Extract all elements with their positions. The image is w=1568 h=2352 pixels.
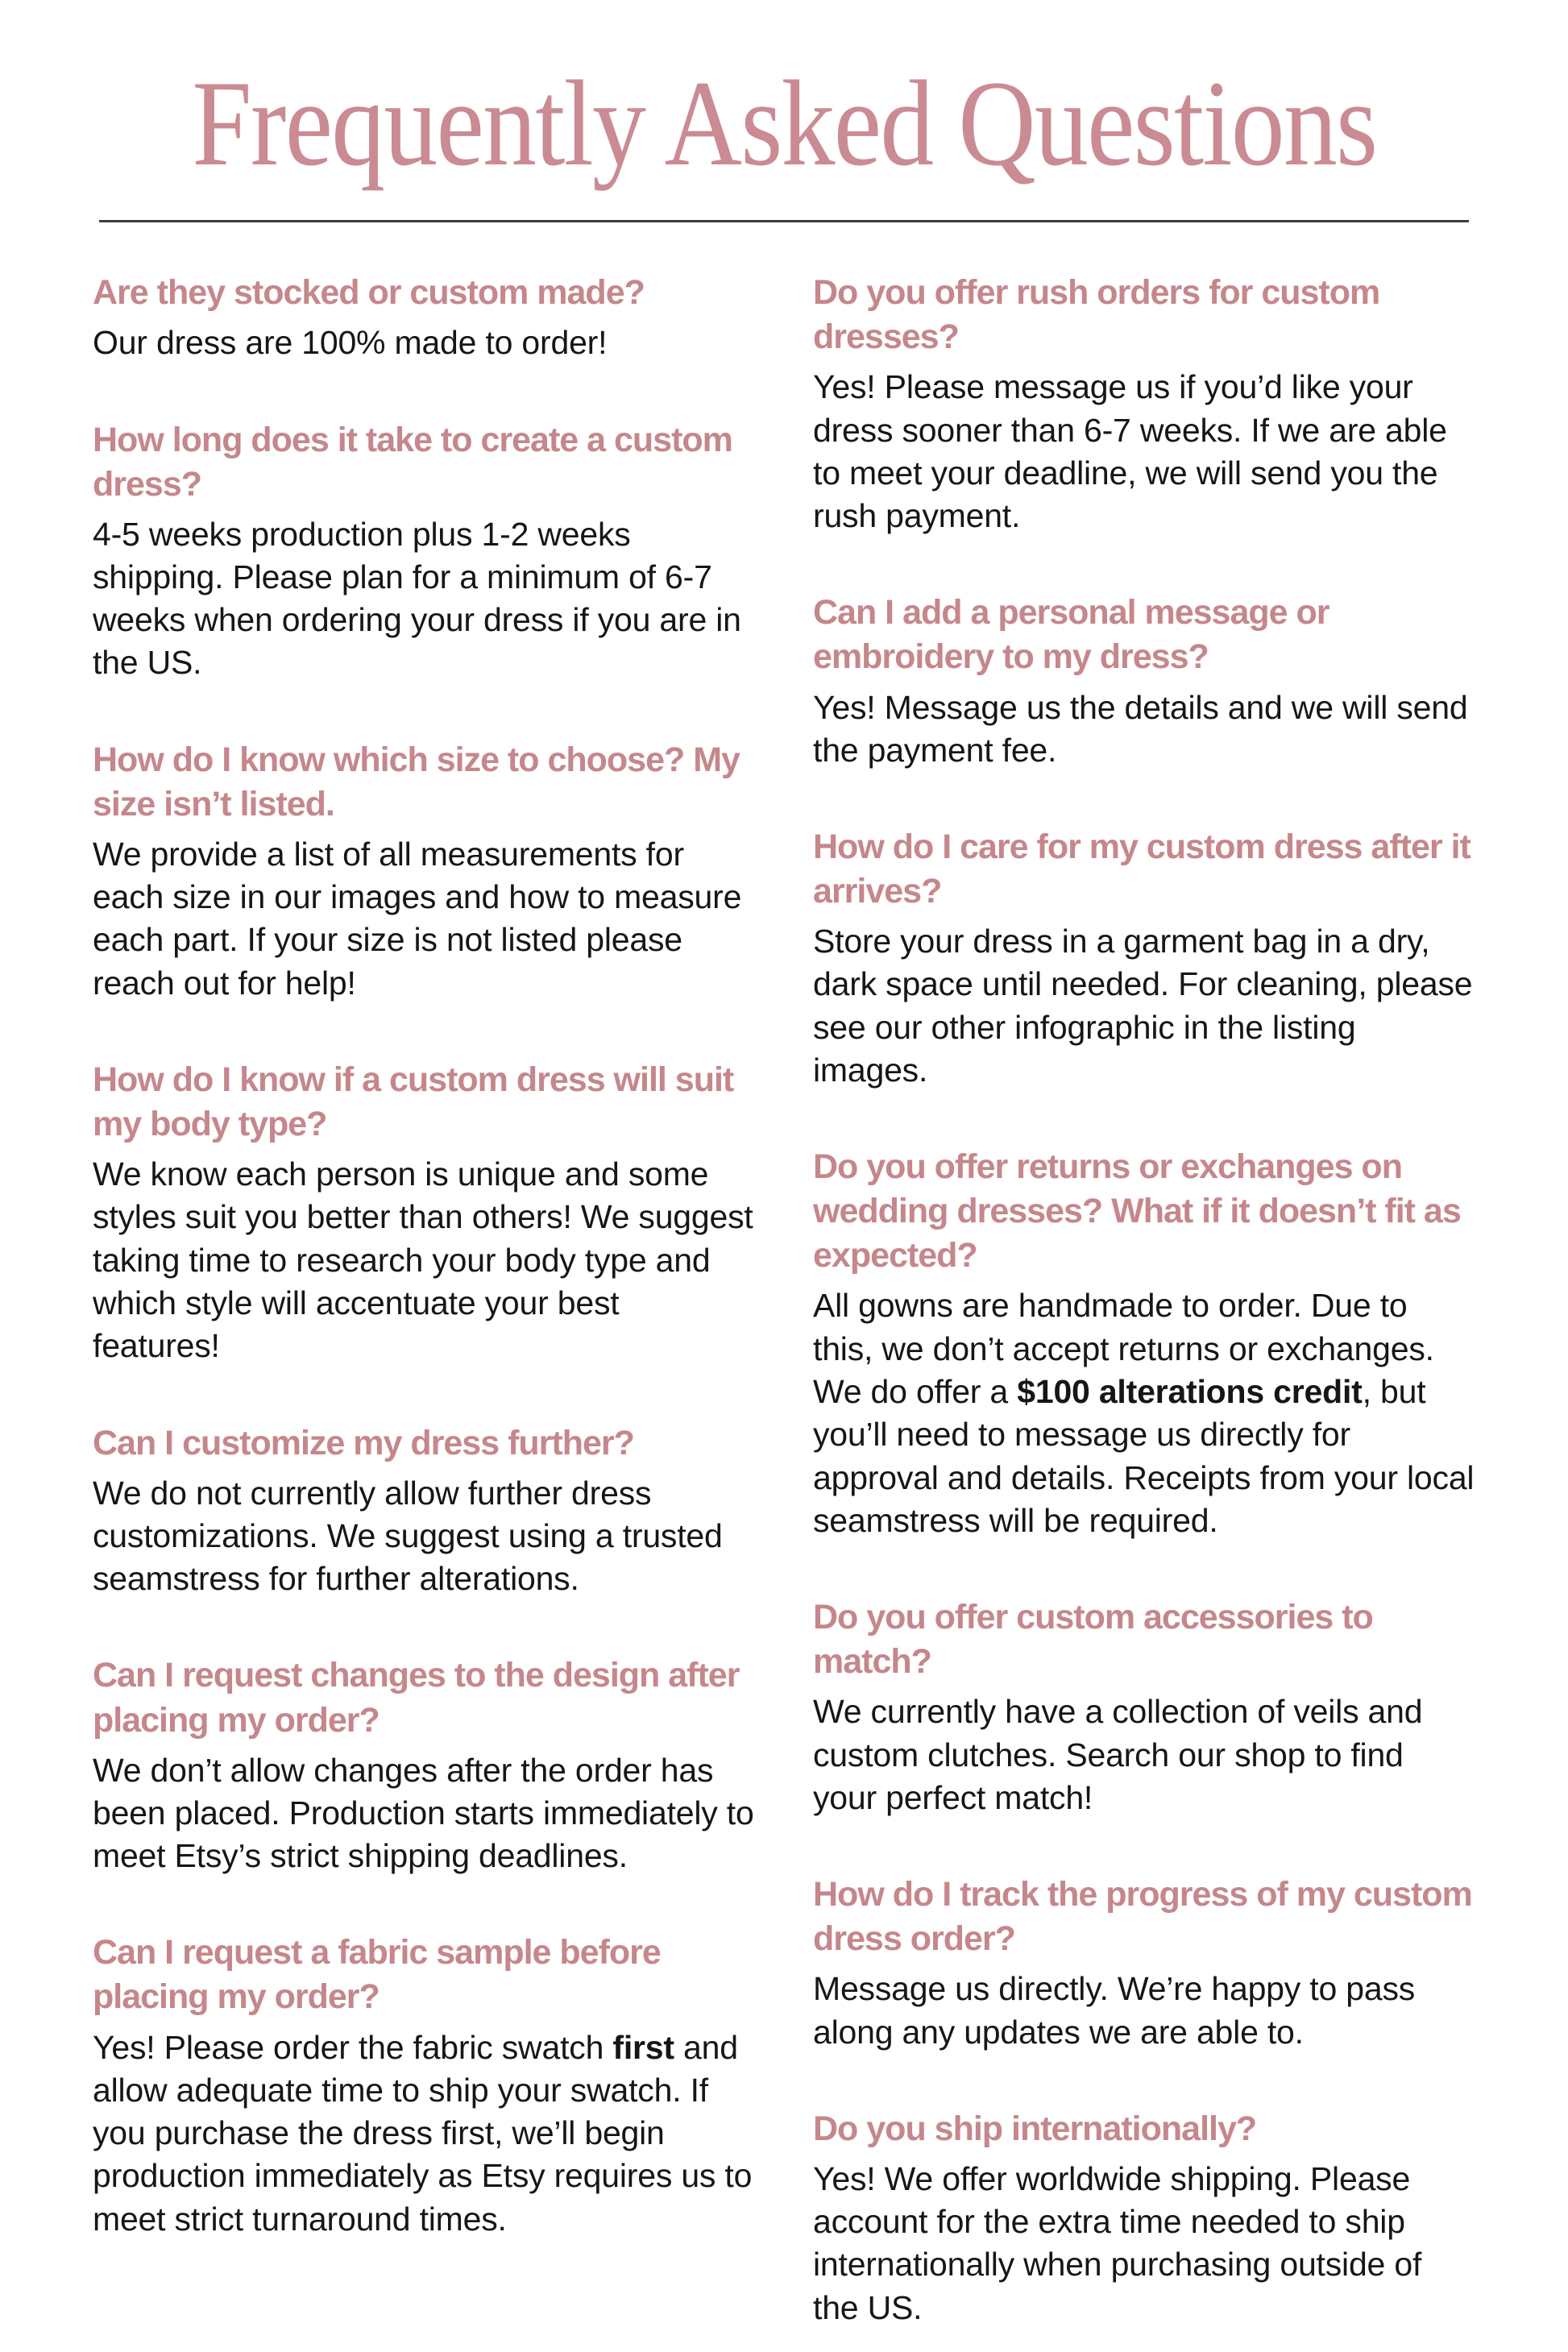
faq-answer: We provide a list of all measurements for each size in our images and how to measure each part. If your size is not listed please reach out for help! <box>93 835 742 1002</box>
title-divider <box>99 220 1469 222</box>
faq-question: Can I add a personal message or embroidery to my dress? <box>813 593 1329 677</box>
faq-question: How do I know which size to choose? My size isn’t listed. <box>93 740 740 823</box>
faq-answer: All gowns are handmade to order. Due to this, we don’t accept returns or exchanges. We do offer a $100 alterations credit, but you’ll need to message us directly for approval and details. Receipts from your local seamstress will be required. <box>813 1287 1475 1539</box>
faq-question: How long does it take to create a custom dress? <box>93 420 732 504</box>
faq-item <box>93 1931 755 2241</box>
faq-answer: We currently have a collection of veils and custom clutches. Search our shop to find your perfect match! <box>813 1693 1423 1816</box>
page-title: Frequently Asked Questions <box>191 56 1377 191</box>
faq-item <box>813 271 1475 537</box>
faq-item <box>93 1653 755 1877</box>
faq-answer-bold: $100 alterations credit <box>1017 1373 1363 1411</box>
title-wrap <box>93 56 1475 191</box>
faq-item <box>93 1421 755 1601</box>
faq-answer-bold: first <box>612 2028 674 2066</box>
faq-item <box>813 591 1475 772</box>
faq-question: How do I track the progress of my custom dress order? <box>813 1875 1472 1959</box>
faq-question: Can I request changes to the design after placing my order? <box>93 1656 740 1740</box>
faq-question: Are they stocked or custom made? <box>93 273 645 313</box>
faq-answer: Yes! Please order the fabric swatch first and allow adequate time to ship your swatch. If you purchase the dress first, we’ll begin production immediately as Etsy requires us to meet strict turnaround times. <box>93 2028 753 2238</box>
faq-question: Do you offer custom accessories to match? <box>813 1598 1373 1682</box>
faq-question: Do you offer returns or exchanges on wedding dresses? What if it doesn’t fit as expected? <box>813 1147 1461 1276</box>
faq-item <box>813 1145 1475 1542</box>
faq-answer: Store your dress in a garment bag in a dry, dark space until needed. For cleaning, please see our other infographic in the listing images. <box>813 923 1473 1089</box>
faq-answer: Our dress are 100% made to order! <box>93 324 608 362</box>
faq-answer: Yes! Message us the details and we will send the payment fee. <box>813 688 1468 769</box>
faq-answer: We know each person is unique and some styles suit you better than others! We suggest taking time to research your body type and which style will accentuate your best features! <box>93 1155 753 1365</box>
faq-question: How do I know if a custom dress will suit my body type? <box>93 1060 734 1144</box>
faq-item <box>93 418 755 685</box>
faq-answer: We don’t allow changes after the order has been placed. Production starts immediately to meet Etsy’s strict shipping deadlines. <box>93 1751 754 1875</box>
faq-column <box>813 271 1475 2352</box>
faq-answer: Yes! Please message us if you’d like your dress sooner than 6-7 weeks. If we are able to meet your deadline, we will send you the rush payment. <box>813 368 1447 535</box>
faq-item <box>93 271 755 364</box>
faq-answer: Message us directly. We’re happy to pass along any updates we are able to. <box>813 1970 1416 2051</box>
faq-item <box>813 2107 1475 2329</box>
faq-columns <box>93 271 1475 2352</box>
faq-question: Can I request a fabric sample before placing my order? <box>93 1933 661 2017</box>
faq-question: Do you ship internationally? <box>813 2109 1257 2148</box>
faq-item <box>813 1595 1475 1819</box>
faq-item <box>813 1873 1475 2054</box>
faq-answer: We do not currently allow further dress customizations. We suggest using a trusted seamstress for further alterations. <box>93 1474 723 1598</box>
faq-column <box>93 271 755 2352</box>
faq-item <box>813 825 1475 1092</box>
faq-item <box>93 1058 755 1368</box>
faq-question: How do I care for my custom dress after it arrives? <box>813 828 1471 911</box>
faq-question: Can I customize my dress further? <box>93 1423 634 1462</box>
faq-answer: Yes! We offer worldwide shipping. Please account for the extra time needed to ship internationally when purchasing outside of the US. <box>813 2159 1422 2326</box>
faq-answer: 4-5 weeks production plus 1-2 weeks shipping. Please plan for a minimum of 6-7 weeks when ordering your dress if you are in the US. <box>93 515 741 682</box>
faq-question: Do you offer rush orders for custom dresses? <box>813 273 1380 357</box>
faq-item <box>93 738 755 1005</box>
